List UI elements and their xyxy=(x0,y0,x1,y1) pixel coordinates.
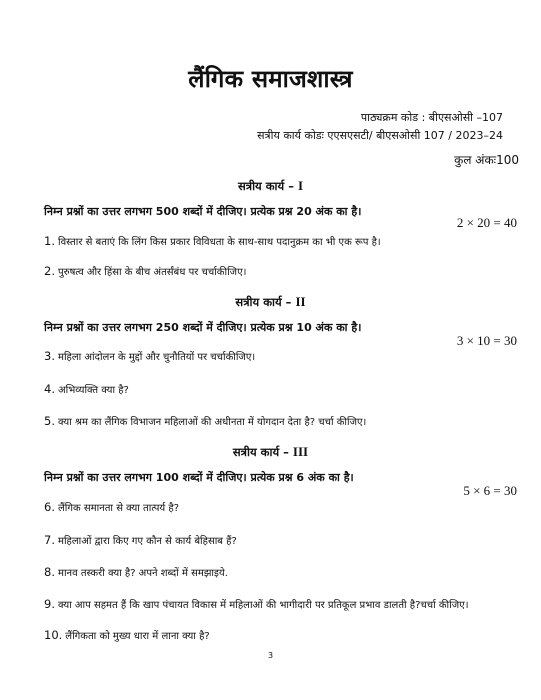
question-number: 5. xyxy=(44,414,55,428)
section-instruction-3: निम्न प्रश्नों का उत्तर लगभग 100 शब्दों में दीजिए। प्रत्येक प्रश्न 6 अंक का है। xyxy=(44,471,354,484)
section-numeral: III xyxy=(292,444,309,459)
question-6 xyxy=(44,500,179,514)
question-1 xyxy=(44,234,381,248)
question-4 xyxy=(44,382,129,396)
section-numeral: II xyxy=(295,294,306,309)
page-title: लैंगिक समाजशास्त्र xyxy=(188,65,353,93)
question-text: अभिव्यक्ति क्या है? xyxy=(57,385,129,396)
question-7 xyxy=(44,533,237,547)
section-instruction-1: निम्न प्रश्नों का उत्तर लगभग 500 शब्दों में दीजिए। प्रत्येक प्रश्न 20 अंक का है। xyxy=(44,205,362,218)
question-number: 6. xyxy=(44,500,55,514)
section-marks-2: 3 × 10 = 30 xyxy=(456,333,517,348)
question-number: 7. xyxy=(44,533,55,547)
question-text: महिला आंदोलन के मुद्दों और चुनौतियों पर चर्चाकीजिए। xyxy=(57,352,256,363)
assignment-code: सत्रीय कार्य कोडः एएसएसटी/ बीएसओसी 107 / 2023–24 xyxy=(257,129,503,142)
question-8 xyxy=(44,565,228,579)
question-10 xyxy=(44,628,210,642)
question-3 xyxy=(44,349,255,363)
question-text: मानव तस्करी क्या है? अपने शब्दों में समझाइये. xyxy=(57,568,228,579)
question-text: विस्तार से बताएं कि लिंग किस प्रकार विविधता के साथ-साथ पदानुक्रम का भी एक रूप है। xyxy=(57,237,381,248)
question-text: क्या श्रम का लैंगिक विभाजन महिलाओं की अधीनता में योगदान देता है? चर्चा कीजिए। xyxy=(57,417,367,428)
question-number: 4. xyxy=(44,382,55,396)
question-text: लैंगिक समानता से क्या तात्पर्य है? xyxy=(57,503,180,514)
question-text: पुरुषत्व और हिंसा के बीच अंतर्संबंध पर चर्चाकीजिए। xyxy=(57,267,247,278)
section-marks-1: 2 × 20 = 40 xyxy=(456,215,517,230)
total-marks: कुल अंकः100 xyxy=(454,153,519,167)
question-text: लैंगिकता को मुख्य धारा में लाना क्या है? xyxy=(65,631,210,642)
question-number: 10. xyxy=(44,628,63,642)
section-heading-label: सत्रीय कार्य – xyxy=(232,445,289,459)
section-heading-2 xyxy=(0,294,541,310)
course-code: पाठ्यक्रम कोड : बीएसओसी –107 xyxy=(360,111,503,124)
question-text: क्या आप सहमत हैं कि खाप पंचायत विकास में महिलाओं की भागीदारी पर प्रतिकूल प्रभाव डालती है?चर्चा कीजिए। xyxy=(57,600,469,611)
section-heading-label: सत्रीय कार्य – xyxy=(235,295,292,309)
section-numeral: I xyxy=(297,178,304,193)
question-number: 8. xyxy=(44,565,55,579)
section-marks-3: 5 × 6 = 30 xyxy=(463,483,517,498)
question-text: महिलाओं द्वारा किए गए कौन से कार्य बेहिसाब हैं? xyxy=(57,536,237,547)
section-heading-label: सत्रीय कार्य – xyxy=(237,179,294,193)
page-number: 3 xyxy=(267,651,274,660)
section-instruction-2: निम्न प्रश्नों का उत्तर लगभग 250 शब्दों में दीजिए। प्रत्येक प्रश्न 10 अंक का है। xyxy=(44,321,362,334)
question-number: 2. xyxy=(44,264,55,278)
question-number: 1. xyxy=(44,234,55,248)
section-heading-3 xyxy=(0,444,541,460)
section-heading-1 xyxy=(0,178,541,194)
question-number: 3. xyxy=(44,349,55,363)
question-2 xyxy=(44,264,246,278)
question-number: 9. xyxy=(44,597,55,611)
question-9 xyxy=(44,597,468,611)
question-5 xyxy=(44,414,366,428)
